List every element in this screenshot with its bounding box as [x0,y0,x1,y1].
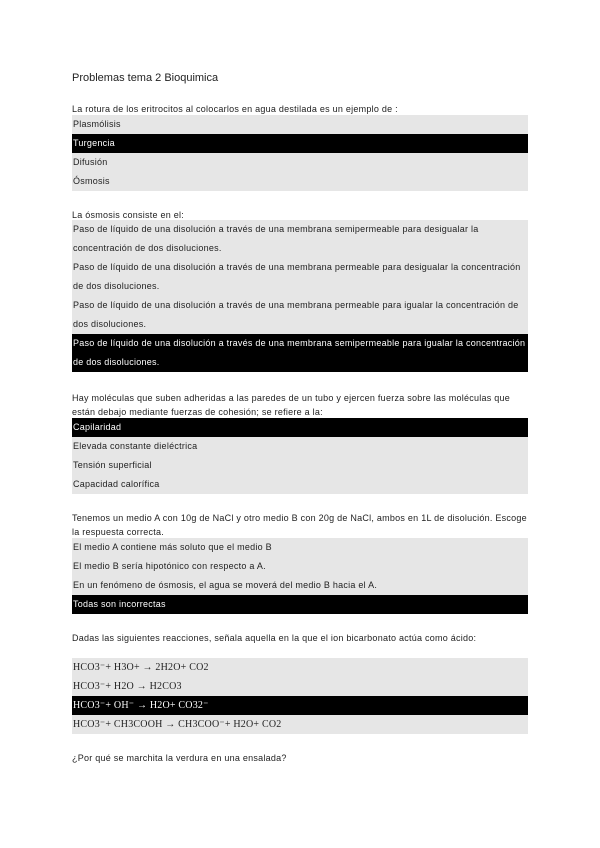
question-1-options [72,115,528,191]
question-4-option-2: El medio B sería hipotónico con respecto a A. [72,557,528,576]
question-4-options [72,538,528,614]
question-5-option-2: HCO3⁻+ H2O → H2CO3 [72,677,528,696]
question-5-option-3: HCO3⁻+ OH⁻ → H2O+ CO32⁻ [72,696,528,715]
question-6-stem: ¿Por qué se marchita la verdura en una ensalada? [72,753,287,763]
question-3-option-4: Capacidad calorífica [72,475,528,494]
question-3-option-2: Elevada constante dieléctrica [72,437,528,456]
question-2-stem: La ósmosis consiste en el: [72,210,185,220]
question-2-option-1: Paso de líquido de una disolución a través de una membrana semipermeable para desigualar la concentración de dos disoluciones. [72,220,528,258]
question-5-option-1: HCO3⁻+ H3O+ → 2H2O+ CO2 [72,658,528,677]
question-3-option-1: Capilaridad [72,418,528,437]
question-4-option-4: Todas son incorrectas [72,595,528,614]
question-3-option-3: Tensión superficial [72,456,528,475]
question-1-option-2: Turgencia [72,134,528,153]
question-4-stem: Tenemos un medio A con 10g de NaCl y otro medio B con 20g de NaCl, ambos en 1L de disolución. Escoge la respuesta correcta. [72,513,527,537]
question-3-options [72,418,528,494]
question-1-option-1: Plasmólisis [72,115,528,134]
question-2-option-4: Paso de líquido de una disolución a través de una membrana semipermeable para igualar la concentración de dos disoluciones. [72,334,528,372]
question-4-option-1: El medio A contiene más soluto que el medio B [72,538,528,557]
question-1-stem: La rotura de los eritrocitos al colocarlos en agua destilada es un ejemplo de : [72,104,398,114]
question-5-options [72,658,528,734]
question-2-option-2: Paso de líquido de una disolución a través de una membrana permeable para desigualar la concentración de dos disoluciones. [72,258,528,296]
question-1-option-3: Difusión [72,153,528,172]
question-1-option-4: Ósmosis [72,172,528,191]
question-5-stem: Dadas las siguientes reacciones, señala aquella en la que el ion bicarbonato actúa como ácido: [72,633,477,643]
question-5-option-4: HCO3⁻+ CH3COOH → CH3COO⁻+ H2O+ CO2 [72,715,528,734]
question-4-option-3: En un fenómeno de ósmosis, el agua se moverá del medio B hacia el A. [72,576,528,595]
page-title: Problemas tema 2 Bioquimica [72,72,219,84]
question-3-stem: Hay moléculas que suben adheridas a las paredes de un tubo y ejercen fuerza sobre las moléculas que están debajo mediante fuerzas de cohesión; se refiere a la: [72,393,511,417]
question-2-options [72,220,528,372]
question-2-option-3: Paso de líquido de una disolución a través de una membrana permeable para igualar la concentración de dos disoluciones. [72,296,528,334]
